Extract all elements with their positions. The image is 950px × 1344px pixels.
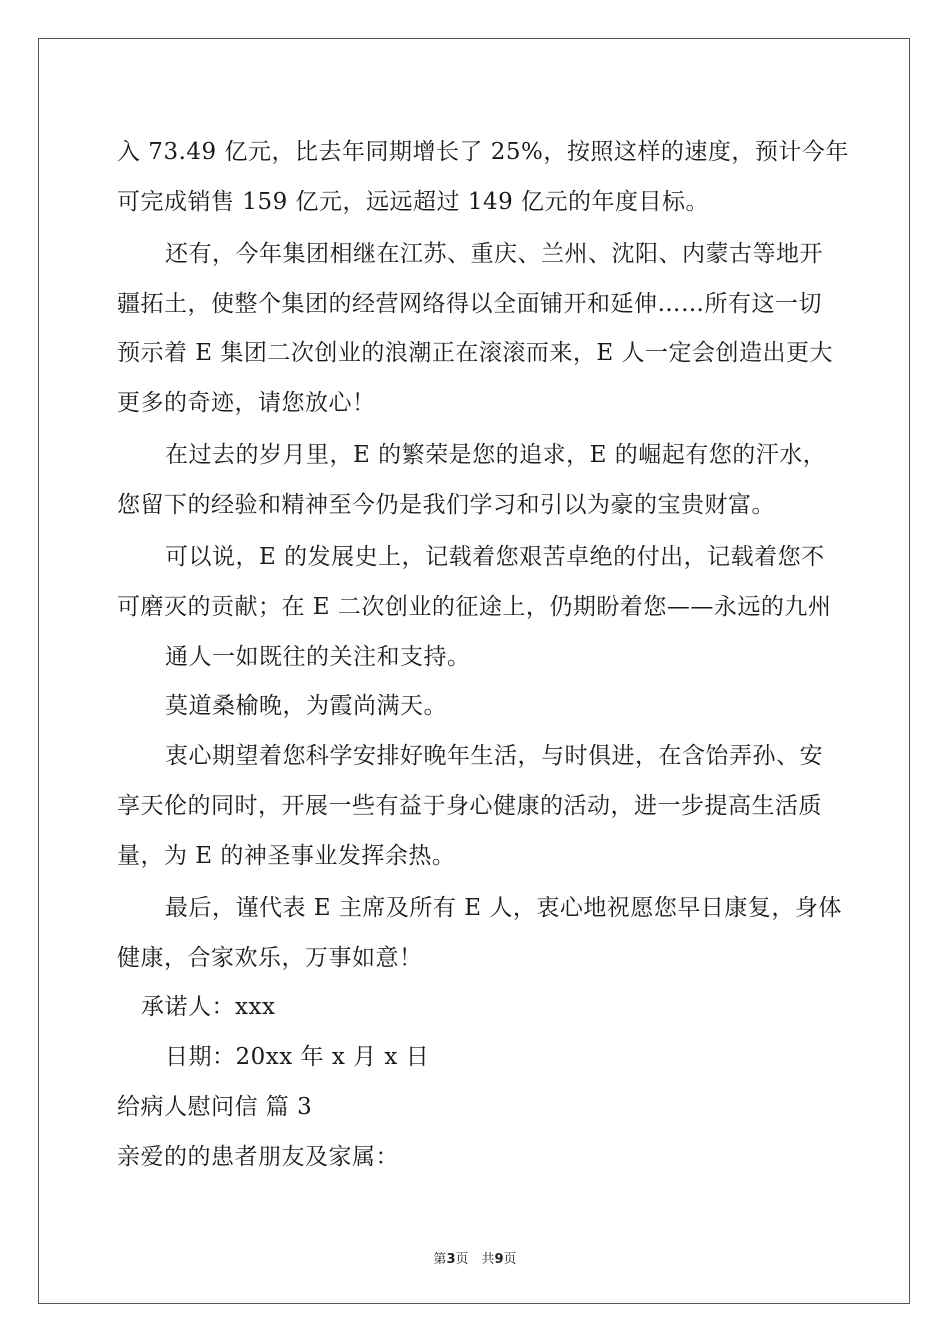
footer-prefix: 第 — [433, 1252, 447, 1267]
footer-total-pages: 9 — [494, 1252, 504, 1267]
paragraph-line: 在过去的岁月里，E 的繁荣是您的追求，E 的崛起有您的汗水， — [165, 442, 827, 469]
paragraph-line: 入 73.49 亿元，比去年同期增长了 25%，按照这样的速度，预计今年 — [117, 139, 849, 165]
signer-line: 承诺人：xxx — [141, 994, 276, 1021]
page-footer — [0, 1248, 950, 1267]
paragraph-line: 衷心期望着您科学安排好晚年生活，与时俱进，在含饴弄孙、安 — [165, 743, 823, 770]
paragraph-line: 可完成销售 159 亿元，远远超过 149 亿元的年度目标。 — [117, 188, 710, 215]
document-body — [117, 128, 849, 1183]
salutation-line: 亲爱的的患者朋友及家属： — [117, 1143, 399, 1170]
paragraph-line: 可磨灭的贡献；在 E 二次创业的征途上，仍期盼着您——永远的九州 — [117, 593, 832, 620]
paragraph-line: 健康，合家欢乐，万事如意！ — [117, 944, 423, 971]
paragraph-line: 可以说，E 的发展史上，记载着您艰苦卓绝的付出，记载着您不 — [165, 543, 825, 570]
date-line: 日期：20xx 年 x 月 x 日 — [165, 1044, 430, 1071]
section-heading: 给病人慰问信 篇 3 — [117, 1093, 313, 1120]
paragraph-line: 通人一如既往的关注和支持。 — [165, 643, 471, 670]
footer-page-number: 3 — [446, 1252, 456, 1267]
paragraph-line: 疆拓土，使整个集团的经营网络得以全面铺开和延伸……所有这一切 — [117, 290, 822, 317]
paragraph-line: 您留下的经验和精神至今仍是我们学习和引以为豪的宝贵财富。 — [117, 491, 775, 518]
paragraph-line: 莫道桑榆晚，为霞尚满天。 — [165, 693, 447, 720]
paragraph-line: 预示着 E 集团二次创业的浪潮正在滚滚而来，E 人一定会创造出更大 — [117, 340, 834, 367]
paragraph-line: 更多的奇迹，请您放心！ — [117, 390, 376, 417]
paragraph-line: 量，为 E 的神圣事业发挥余热。 — [117, 842, 456, 869]
paragraph-line: 享天伦的同时，开展一些有益于身心健康的活动，进一步提高生活质 — [117, 792, 822, 819]
footer-suffix: 页 — [503, 1252, 517, 1267]
footer-mid: 页 共 — [455, 1252, 495, 1267]
paragraph-line: 最后，谨代表 E 主席及所有 E 人，衷心地祝愿您早日康复，身体 — [165, 894, 842, 921]
paragraph-line: 还有，今年集团相继在江苏、重庆、兰州、沈阳、内蒙古等地开 — [165, 240, 823, 267]
